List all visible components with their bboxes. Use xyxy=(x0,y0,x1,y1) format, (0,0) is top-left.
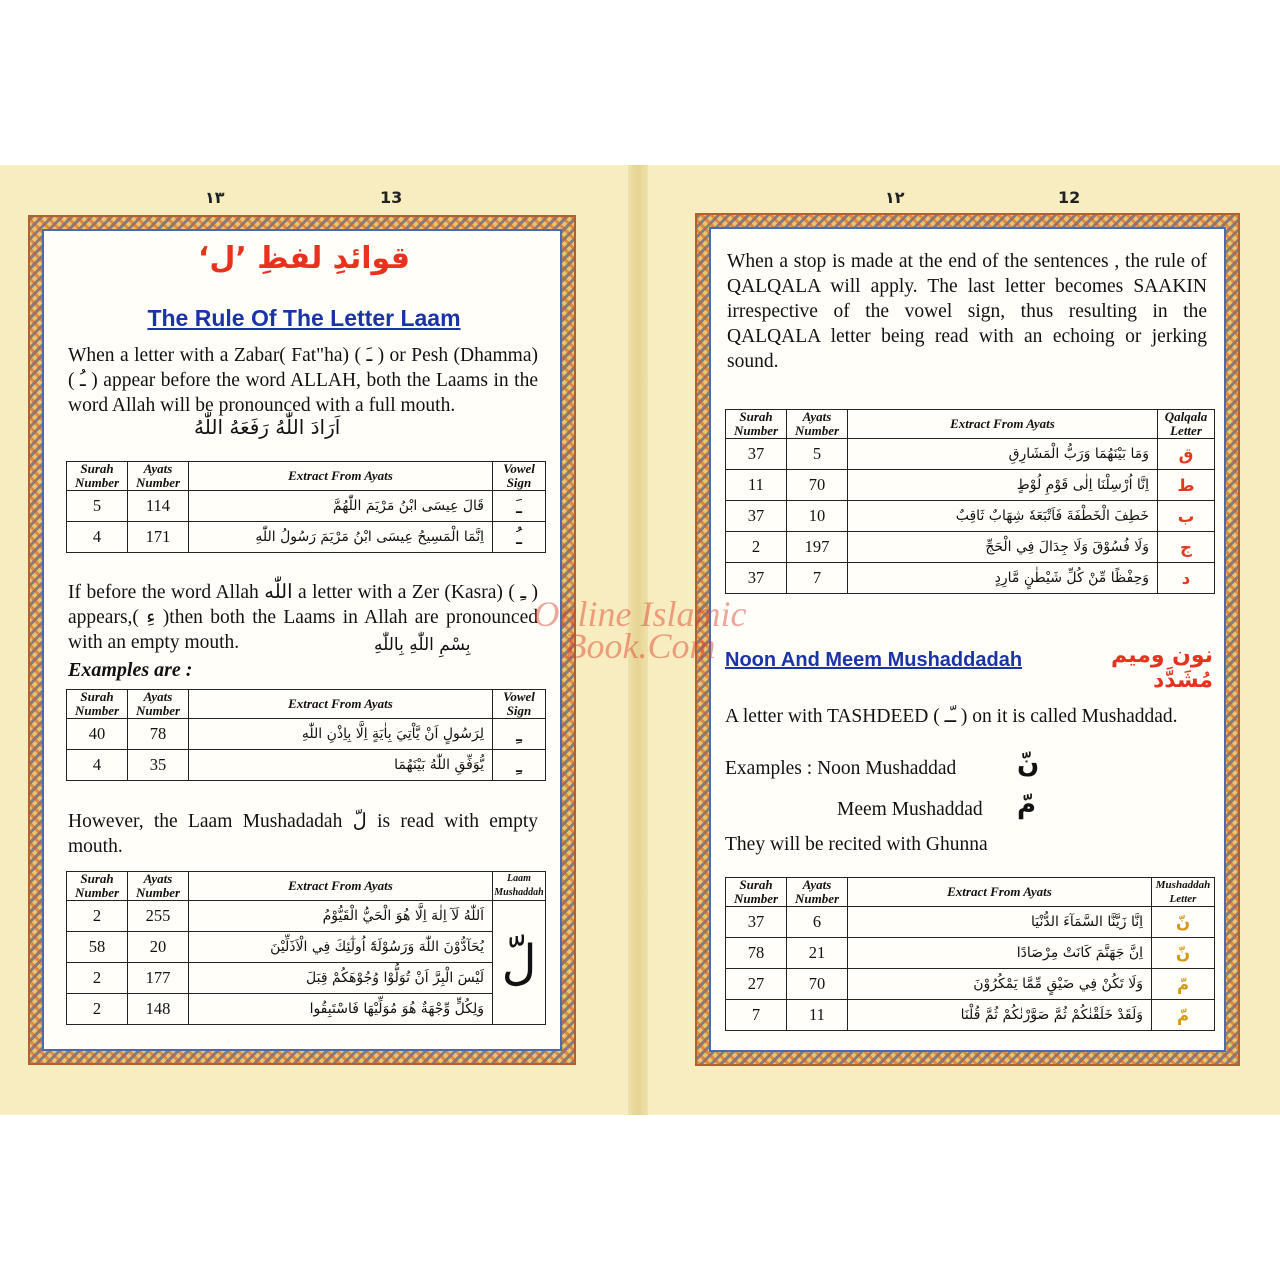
table-row xyxy=(67,994,546,1025)
table-header-row xyxy=(67,872,546,901)
right-paragraph-2: A letter with TASHDEED ( ـّـ ) on it is called Mushaddad. xyxy=(725,706,1178,727)
ayat-cell: 11 xyxy=(787,1000,848,1031)
table-row xyxy=(67,963,546,994)
ayat-cell: 148 xyxy=(128,994,189,1025)
ayat-cell: 20 xyxy=(128,932,189,963)
header-vowel-sign: Vowel Sign xyxy=(493,690,546,719)
left-table-laam-mushaddah xyxy=(66,871,546,1025)
table-row xyxy=(726,1000,1215,1031)
table-row xyxy=(67,491,546,522)
qalqala-letter-cell: ط xyxy=(1158,470,1215,501)
surah-cell: 27 xyxy=(726,969,787,1000)
left-paragraph-2: If before the word Allah اللّٰه a letter with a Zer (Kasra) ( ـِ ) appears,( ءِ )then both the Laams in Allah are pronounced with an empty mouth. xyxy=(68,582,538,653)
table-row xyxy=(726,532,1215,563)
vowel-sign-cell: ـِ xyxy=(493,750,546,781)
extract-cell: اِنَّا زَيَّنَّا السَّمَآءَ الدُّنْيَا xyxy=(848,907,1152,938)
left-table-vowel-full xyxy=(66,461,546,553)
vowel-sign-cell: ـِ xyxy=(493,719,546,750)
table-row xyxy=(726,907,1215,938)
qalqala-letter-cell: ب xyxy=(1158,501,1215,532)
mushaddah-letter-cell: نّ xyxy=(1152,938,1215,969)
ayat-cell: 6 xyxy=(787,907,848,938)
right-examples-label: Examples : Noon Mushaddad xyxy=(725,758,957,779)
left-page-number: 13 xyxy=(380,188,403,207)
extract-cell: خَطِفَ الْخَطْفَةَ فَاَتْبَعَهٗ شِهَابٌ ثَاقِبٌ xyxy=(848,501,1158,532)
header-laam-mushaddah: Laam Mushaddah xyxy=(493,872,546,901)
extract-cell: وَلَا تَكُنْ فِي ضَيْقٍ مِّمَّا يَمْكُرُوْنَ xyxy=(848,969,1152,1000)
header-surah: Surah Number xyxy=(67,690,128,719)
header-surah: Surah Number xyxy=(726,410,787,439)
left-paragraph-2-arabic: بِسْمِ اللّٰهِ بِاللّٰهِ xyxy=(374,635,471,655)
table-header-row xyxy=(726,878,1215,907)
ayat-cell: 78 xyxy=(128,719,189,750)
table-row xyxy=(726,501,1215,532)
surah-cell: 7 xyxy=(726,1000,787,1031)
extract-cell: اِنَّا اُرْسِلْنَا اِلٰى قَوْمِ لُوْطٍ xyxy=(848,470,1158,501)
table-row xyxy=(67,750,546,781)
example-meem-mushaddad: مّ xyxy=(1017,790,1037,820)
extract-cell: وَلَا فُسُوْقَ وَلَا جِدَالَ فِي الْحَجِّ xyxy=(848,532,1158,563)
right-paragraph-1: When a stop is made at the end of the sentences , the rule of QALQALA will apply. The last letter becomes SAAKIN irrespective of the vowel sign, thus resulting in the QALQALA letter being read with an echoing or jerking sound. xyxy=(727,251,1207,372)
header-vowel-sign: Vowel Sign xyxy=(493,462,546,491)
ayat-cell: 70 xyxy=(787,470,848,501)
surah-cell: 37 xyxy=(726,501,787,532)
surah-cell: 4 xyxy=(67,522,128,553)
table-header-row xyxy=(67,462,546,491)
header-ayats: Ayats Number xyxy=(128,690,189,719)
vowel-sign-cell: ـُ xyxy=(493,522,546,553)
table-row xyxy=(726,563,1215,594)
surah-cell: 5 xyxy=(67,491,128,522)
table-row xyxy=(67,522,546,553)
header-ayats: Ayats Number xyxy=(128,462,189,491)
ayat-cell: 255 xyxy=(128,901,189,932)
left-paragraph-1: When a letter with a Zabar( Fat"ha) ( ـَ ) or Pesh (Dhamma) ( ـُ ) appear before the word ALLAH, both the Laams in the word Allah will be pronounced with a full mouth. xyxy=(68,345,538,416)
vowel-sign-cell: ـَ xyxy=(493,491,546,522)
table-row xyxy=(726,439,1215,470)
extract-cell: لَيْسَ الْبِرَّ اَنْ تُوَلُّوْا وُجُوْهَكُمْ قِبَلَ xyxy=(189,963,493,994)
header-extract: Extract From Ayats xyxy=(848,878,1152,907)
left-paragraph-1-arabic: اَرَادَ اللّٰهُ رَفَعَهُ اللّٰهُ xyxy=(194,415,341,439)
surah-cell: 78 xyxy=(726,938,787,969)
qalqala-letter-cell: د xyxy=(1158,563,1215,594)
left-table-vowel-empty xyxy=(66,689,546,781)
table-row xyxy=(726,938,1215,969)
table-row xyxy=(726,969,1215,1000)
surah-cell: 4 xyxy=(67,750,128,781)
left-examples-label: Examples are : xyxy=(68,659,193,681)
header-extract: Extract From Ayats xyxy=(189,690,493,719)
left-paragraph-3: However, the Laam Mushadadah لّ is read with empty mouth. xyxy=(68,811,538,857)
right-table-qalqala xyxy=(725,409,1215,594)
table-row xyxy=(67,719,546,750)
watermark xyxy=(480,594,800,666)
right-table-mushaddah xyxy=(725,877,1215,1031)
extract-cell: وَلَقَدْ خَلَقْنٰكُمْ ثُمَّ صَوَّرْنٰكُمْ ثُمَّ قُلْنَا xyxy=(848,1000,1152,1031)
ayat-cell: 5 xyxy=(787,439,848,470)
header-surah: Surah Number xyxy=(67,462,128,491)
mushaddah-letter-cell: مّ xyxy=(1152,969,1215,1000)
extract-cell: وَلِكُلٍّ وِّجْهَةٌ هُوَ مُوَلِّيْهَا فَاسْتَبِقُوا xyxy=(189,994,493,1025)
header-surah: Surah Number xyxy=(726,878,787,907)
surah-cell: 2 xyxy=(67,963,128,994)
header-qalqala-letter: Qalqala Letter xyxy=(1158,410,1215,439)
ayat-cell: 70 xyxy=(787,969,848,1000)
qalqala-letter-cell: ق xyxy=(1158,439,1215,470)
extract-cell: اِنَّمَا الْمَسِيحُ عِيسَى ابْنُ مَرْيَمَ رَسُولُ اللّٰهِ xyxy=(189,522,493,553)
surah-cell: 37 xyxy=(726,563,787,594)
right-heading-english: Noon And Meem Mushaddadah xyxy=(725,649,1023,671)
header-ayats: Ayats Number xyxy=(787,410,848,439)
extract-cell: اَللّٰهُ لَآ اِلٰهَ اِلَّا هُوَ الْحَيُّ الْقَيُّوْمُ xyxy=(189,901,493,932)
surah-cell: 2 xyxy=(67,901,128,932)
ayat-cell: 7 xyxy=(787,563,848,594)
surah-cell: 2 xyxy=(67,994,128,1025)
mushaddah-letter-cell: مّ xyxy=(1152,1000,1215,1031)
extract-cell: اِنَّ جَهَنَّمَ كَانَتْ مِرْصَادًا xyxy=(848,938,1152,969)
laam-mushaddah-letter: لّ xyxy=(493,901,546,1025)
right-page-number-arabic: ١٢ xyxy=(885,188,905,207)
header-mushaddah-letter: Mushaddah Letter xyxy=(1152,878,1215,907)
ayat-cell: 171 xyxy=(128,522,189,553)
surah-cell: 40 xyxy=(67,719,128,750)
header-extract: Extract From Ayats xyxy=(189,872,493,901)
header-extract: Extract From Ayats xyxy=(189,462,493,491)
extract-cell: وَمَا بَيْنَهُمَا وَرَبُّ الْمَشَارِقِ xyxy=(848,439,1158,470)
table-row xyxy=(67,901,546,932)
header-surah: Surah Number xyxy=(67,872,128,901)
right-heading-arabic: نون ومیم مُشَدَّد xyxy=(1110,643,1213,693)
right-paragraph-3: They will be recited with Ghunna xyxy=(725,834,988,855)
ayat-cell: 114 xyxy=(128,491,189,522)
table-row xyxy=(67,932,546,963)
ayat-cell: 197 xyxy=(787,532,848,563)
left-page-number-arabic: ١٣ xyxy=(205,188,225,207)
example-noon-mushaddad: نّ xyxy=(1017,749,1040,779)
ayat-cell: 35 xyxy=(128,750,189,781)
mushaddah-letter-cell: نّ xyxy=(1152,907,1215,938)
header-extract: Extract From Ayats xyxy=(848,410,1158,439)
ayat-cell: 177 xyxy=(128,963,189,994)
extract-cell: قَالَ عِيسَى ابْنُ مَرْيَمَ اللّٰهُمَّ xyxy=(189,491,493,522)
ayat-cell: 21 xyxy=(787,938,848,969)
surah-cell: 11 xyxy=(726,470,787,501)
table-header-row xyxy=(67,690,546,719)
watermark-line-1: Online Islamic xyxy=(533,594,747,634)
extract-cell: وَحِفْظًا مِّنْ كُلِّ شَيْطٰنٍ مَّارِدٍ xyxy=(848,563,1158,594)
extract-cell: يُّوَفِّقِ اللّٰهُ بَيْنَهُمَا xyxy=(189,750,493,781)
right-meem-label: Meem Mushaddad xyxy=(837,799,983,820)
right-page-number: 12 xyxy=(1058,188,1081,207)
surah-cell: 2 xyxy=(726,532,787,563)
table-row xyxy=(726,470,1215,501)
ayat-cell: 10 xyxy=(787,501,848,532)
extract-cell: يُحَآدُّوْنَ اللّٰهَ وَرَسُوْلَهٗٓ اُولٰٓئِكَ فِي الْاَذَلِّيْنَ xyxy=(189,932,493,963)
surah-cell: 37 xyxy=(726,439,787,470)
table-header-row xyxy=(726,410,1215,439)
watermark-line-2: Book.Com xyxy=(564,626,716,666)
surah-cell: 58 xyxy=(67,932,128,963)
header-ayats: Ayats Number xyxy=(128,872,189,901)
extract-cell: لِرَسُولٍ اَنْ يَّاْتِيَ بِاٰيَةٍ اِلَّا بِاِذْنِ اللّٰهِ xyxy=(189,719,493,750)
left-title-english: The Rule Of The Letter Laam xyxy=(147,305,461,331)
left-title-arabic: قوائدِ لفظِ ’ل‘ xyxy=(197,241,411,276)
surah-cell: 37 xyxy=(726,907,787,938)
qalqala-letter-cell: ج xyxy=(1158,532,1215,563)
header-ayats: Ayats Number xyxy=(787,878,848,907)
